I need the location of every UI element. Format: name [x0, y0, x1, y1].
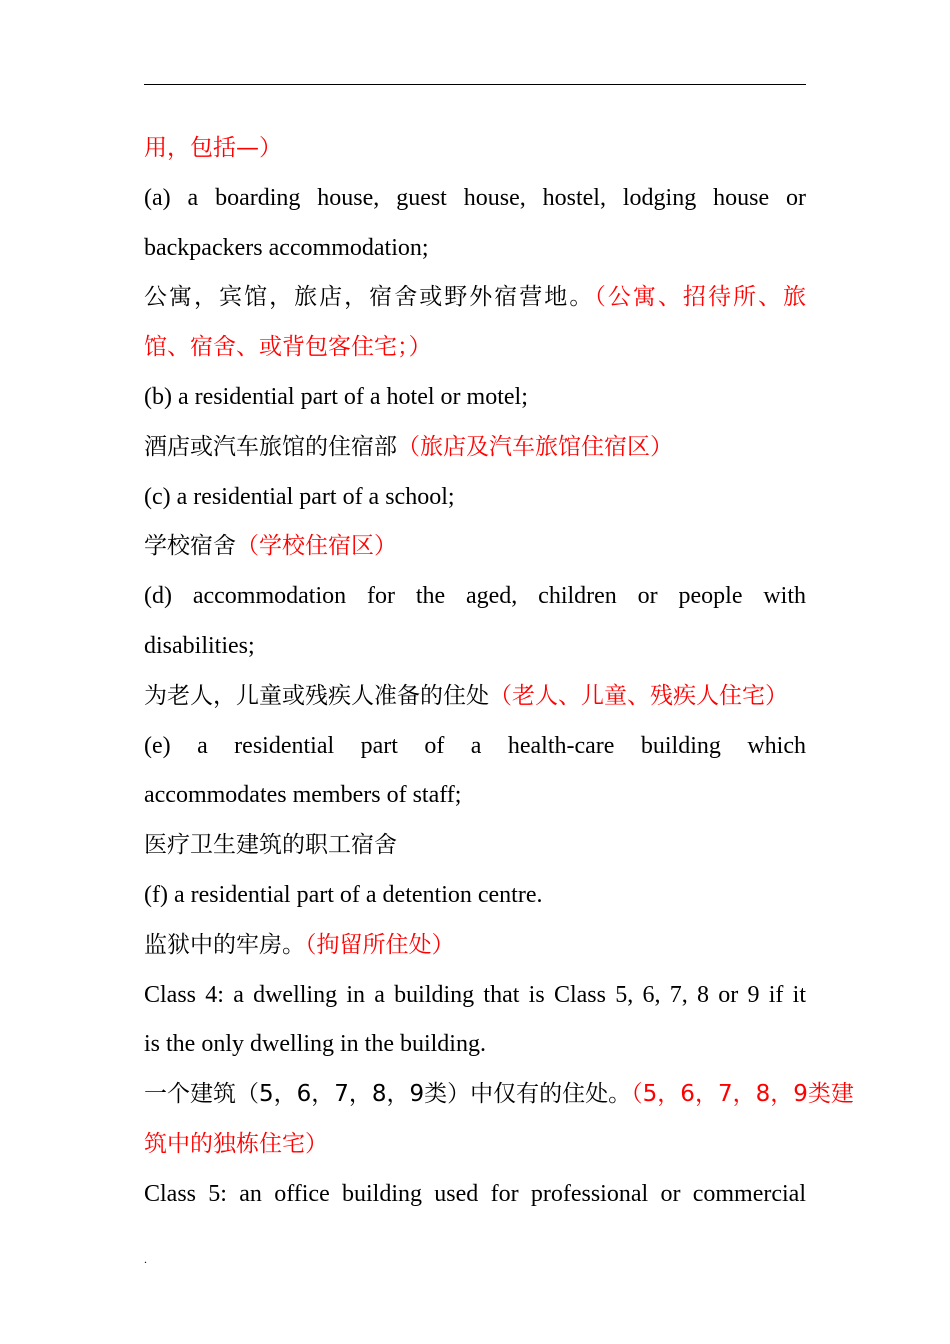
text-line: [144, 1070, 854, 1120]
footer-mark: .: [144, 1252, 147, 1266]
text-line: is the only dwelling in the building.: [144, 1031, 486, 1058]
red-annotation: （旅店及汽车旅馆住宿区）: [397, 433, 673, 460]
text-line: accommodates members of staff;: [144, 782, 462, 809]
text-line: [144, 821, 806, 871]
text-line: [144, 921, 806, 971]
text-line: (a) a boarding house, guest house, hostel, lodging house or: [144, 184, 806, 211]
chinese-text: 监狱中的牢房。: [144, 931, 305, 958]
text-line: backpackers accommodation;: [144, 234, 429, 261]
text-line: (f) a residential part of a detention centre.: [144, 881, 543, 908]
text-line: (b) a residential part of a hotel or motel;: [144, 383, 528, 410]
red-annotation: 馆、宿舍、或背包客住宅；）: [144, 334, 432, 361]
text-line: (e) a residential part of a health-care building which: [144, 732, 806, 759]
chinese-text: 医疗卫生建筑的职工宿舍: [144, 832, 397, 859]
text-line: [144, 522, 806, 572]
text-line: [144, 1120, 806, 1170]
text-line: Class 4: a dwelling in a building that is Class 5, 6, 7, 8 or 9 if it: [144, 981, 806, 1008]
header-rule: [144, 84, 806, 85]
text-line: Class 5: an office building used for professional or commercial: [144, 1180, 806, 1207]
chinese-text: 学校宿舍: [144, 533, 236, 560]
red-annotation: （5，6，7，8，9类建: [631, 1081, 854, 1108]
red-annotation: （拘留所住处）: [305, 931, 455, 958]
text-line: [144, 423, 806, 473]
text-line: [144, 124, 806, 174]
text-line: disabilities;: [144, 632, 255, 659]
text-line: (d) accommodation for the aged, children or people with: [144, 583, 806, 610]
red-annotation: （公寓、招待所、旅: [594, 284, 807, 311]
chinese-text: 一个建筑（5，6，7，8，9类）中仅有的住处。: [144, 1081, 632, 1108]
red-annotation: （学校住宿区）: [236, 533, 397, 560]
red-annotation: （老人、儿童、残疾人住宅）: [489, 682, 788, 709]
red-annotation: 用，包括—）: [144, 135, 282, 161]
document-body: [144, 124, 854, 1220]
chinese-text: 为老人，儿童或残疾人准备的住处: [144, 682, 489, 709]
text-line: [144, 273, 806, 323]
chinese-text: 公寓，宾馆，旅店，宿舍或野外宿营地。: [144, 284, 595, 311]
text-line: [144, 323, 806, 373]
text-line: [144, 672, 806, 722]
red-annotation: 筑中的独栋住宅）: [144, 1130, 328, 1157]
chinese-text: 酒店或汽车旅馆的住宿部: [144, 433, 397, 460]
text-line: (c) a residential part of a school;: [144, 483, 455, 510]
